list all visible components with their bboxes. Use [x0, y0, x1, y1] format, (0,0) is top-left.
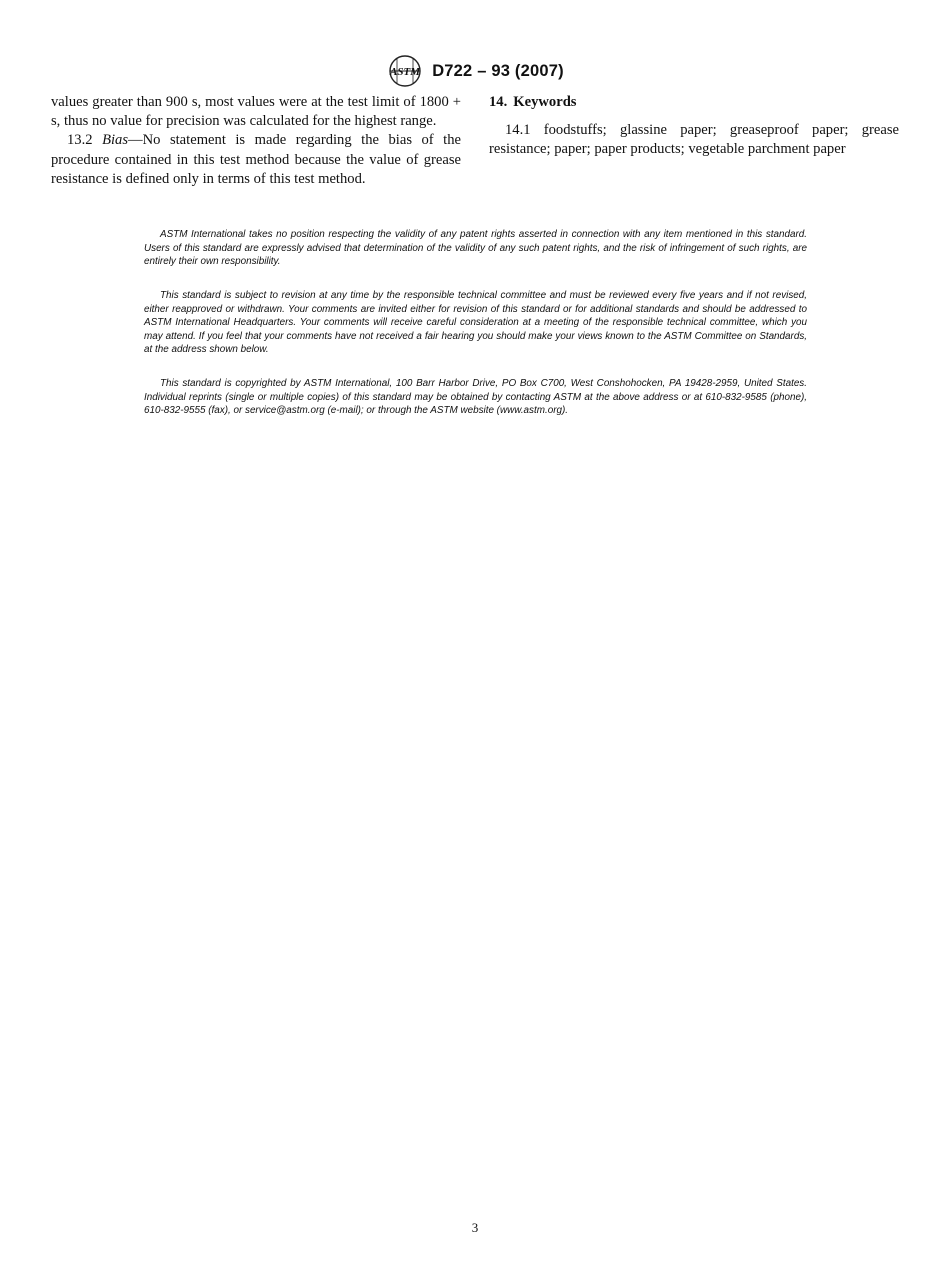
bias-title: Bias: [102, 132, 129, 149]
right-column: [489, 93, 899, 160]
copyright-notice: This standard is copyrighted by ASTM International, 100 Barr Harbor Drive, PO Box C700, West Conshohocken, PA 19428-2959, United States. Individual reprints (single or multiple copies) of this standard may be obtained by contacting ASTM at the above address or at 610-832-9585 (phone), 610-832-9555 (fax), or service@astm.org (e-mail); or through the ASTM website (www.astm.org).: [144, 378, 807, 417]
document-designation: D722 – 93 (2007): [432, 61, 564, 80]
precision-continuation: values greater than 900 s, most values were at the test limit of 1800 + s, thus no value for precision was calculated for the highest range.: [51, 94, 461, 130]
revision-notice: This standard is subject to revision at any time by the responsible technical committee and must be reviewed every five years and if not revised, either reapproved or withdrawn. Your comments are invited either for revision of this standard or for additional standards and should be addressed to ASTM International Headquarters. Your comments will receive careful consideration at a meeting of the responsible technical committee, which you may attend. If you feel that your comments have not received a fair hearing you should make your views known to the ASTM Committee on Standards, at the address shown below.: [144, 290, 807, 356]
page-number: 3: [471, 1220, 479, 1235]
astm-logo: [386, 54, 424, 88]
bias-number: 13.2: [67, 132, 93, 149]
patent-notice: ASTM International takes no position respecting the validity of any patent rights asserted in connection with any item mentioned in this standard. Users of this standard are expressly advised that determination of the validity of any such patent rights, and the risk of infringement of such rights, are entirely their own responsibility.: [144, 229, 807, 268]
section-title: Keywords: [513, 94, 577, 110]
section-heading-keywords: [489, 93, 899, 112]
keywords-paragraph: 14.1 foodstuffs; glassine paper; greaseproof paper; grease resistance; paper; paper products; vegetable parchment paper: [489, 122, 899, 158]
left-column: [51, 93, 461, 189]
page-header: [0, 54, 950, 88]
logo-wordmark: ASTM: [390, 66, 421, 78]
section-number: 14.: [489, 94, 508, 110]
bias-paragraph: [51, 131, 461, 189]
bias-text: —No statement is made regarding the bias of the procedure contained in this test method because the value of grease resistance is defined only in terms of this test method.: [51, 132, 461, 187]
